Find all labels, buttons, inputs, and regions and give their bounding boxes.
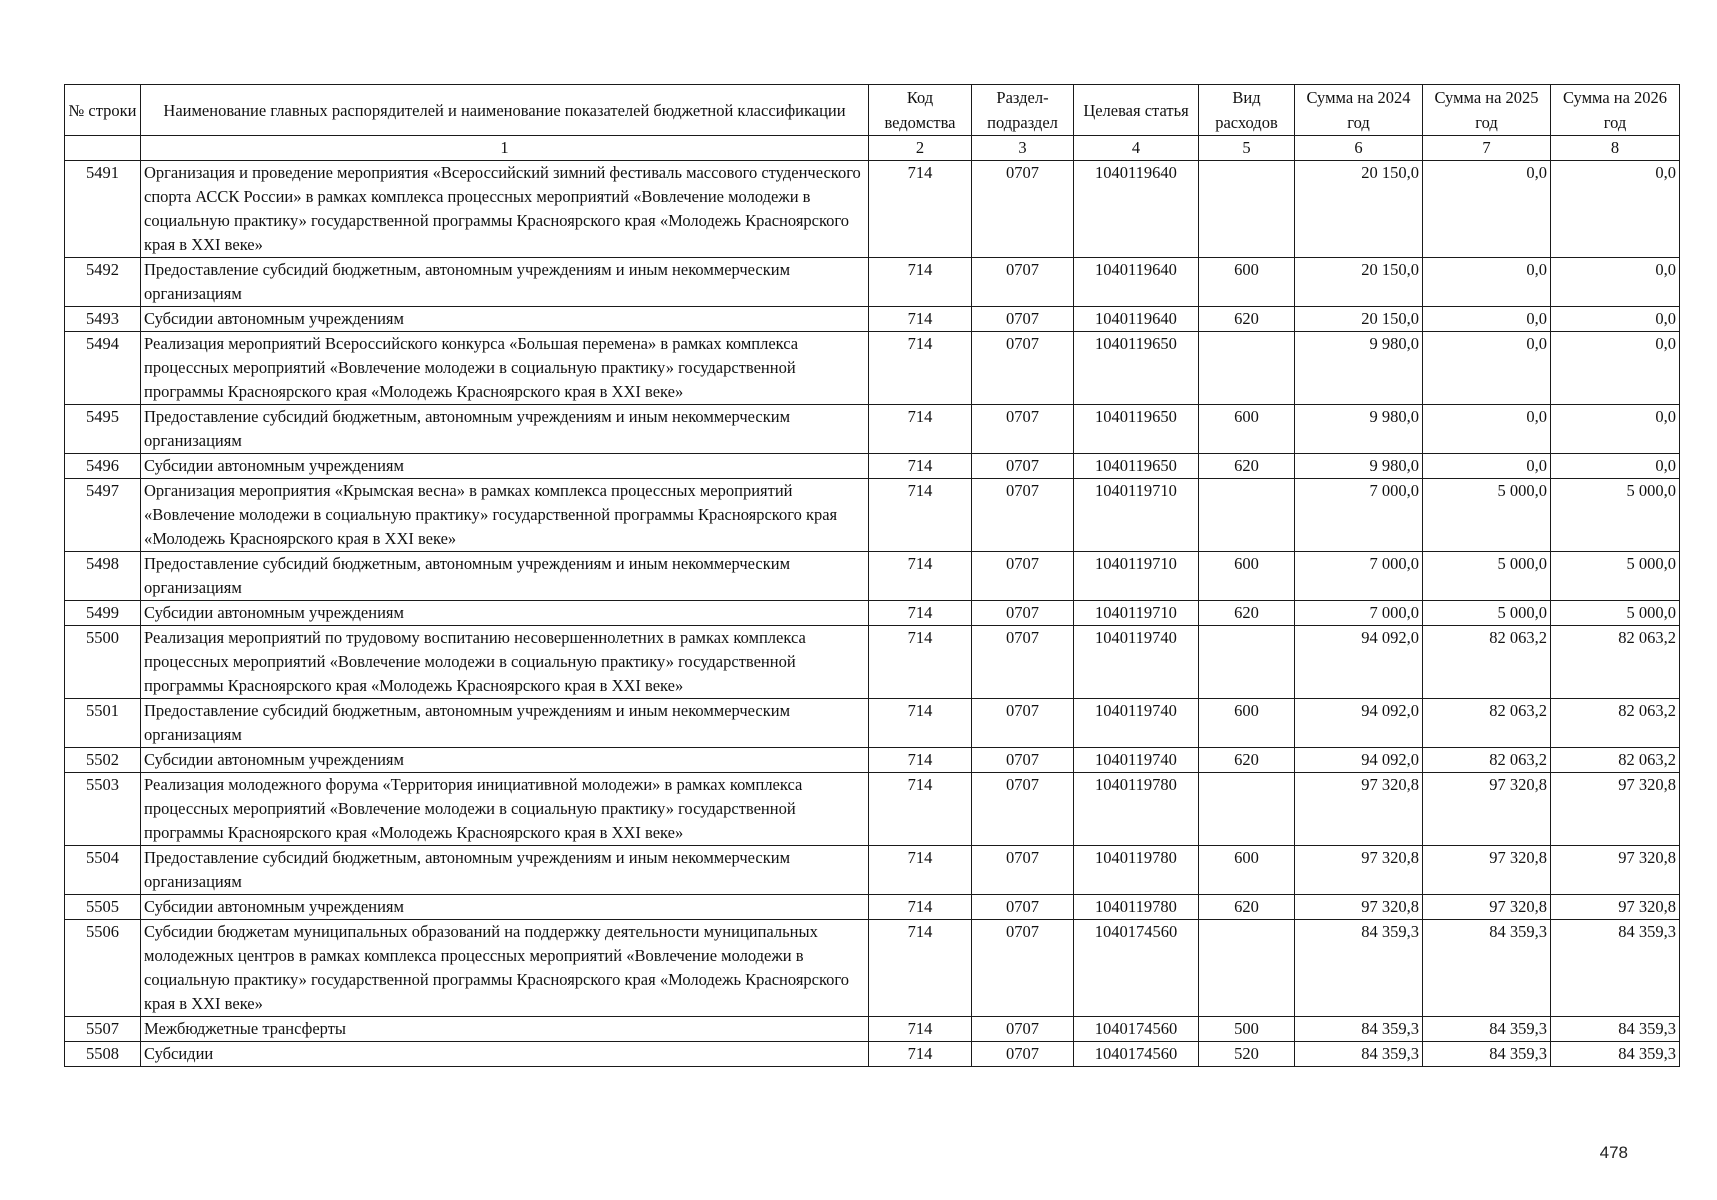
row-sum-2024: 94 092,0 <box>1295 699 1423 748</box>
header-sum-2025: Сумма на 2025 год <box>1423 85 1551 136</box>
row-sum-2025: 84 359,3 <box>1423 1017 1551 1042</box>
row-section: 0707 <box>972 920 1074 1017</box>
row-target-article: 1040119710 <box>1074 552 1199 601</box>
row-section: 0707 <box>972 307 1074 332</box>
row-dept-code: 714 <box>869 920 972 1017</box>
page-number: 478 <box>1599 1143 1628 1162</box>
row-sum-2024: 97 320,8 <box>1295 773 1423 846</box>
row-section: 0707 <box>972 552 1074 601</box>
table-row <box>65 258 1680 307</box>
row-target-article: 1040119780 <box>1074 846 1199 895</box>
row-section: 0707 <box>972 699 1074 748</box>
row-sum-2026: 0,0 <box>1551 332 1680 405</box>
row-expense-type: 600 <box>1199 846 1295 895</box>
row-sum-2024: 7 000,0 <box>1295 552 1423 601</box>
row-name: Субсидии автономным учреждениям <box>141 454 869 479</box>
row-sum-2024: 9 980,0 <box>1295 454 1423 479</box>
row-target-article: 1040119640 <box>1074 307 1199 332</box>
header-sum-2024: Сумма на 2024 год <box>1295 85 1423 136</box>
row-number: 5494 <box>65 332 141 405</box>
column-number: 2 <box>869 136 972 161</box>
row-name: Межбюджетные трансферты <box>141 1017 869 1042</box>
header-row <box>65 85 1680 136</box>
row-section: 0707 <box>972 626 1074 699</box>
row-dept-code: 714 <box>869 773 972 846</box>
row-name: Реализация мероприятий Всероссийского конкурса «Большая перемена» в рамках комплекса процессных мероприятий «Вовлечение молодежи в социальную практику» государственной программы Красноярского края «Молодежь Красноярского края в XXI веке» <box>141 332 869 405</box>
row-sum-2024: 20 150,0 <box>1295 258 1423 307</box>
table-row <box>65 846 1680 895</box>
table-row <box>65 626 1680 699</box>
row-expense-type: 600 <box>1199 552 1295 601</box>
row-name: Предоставление субсидий бюджетным, автономным учреждениям и иным некоммерческим организациям <box>141 258 869 307</box>
row-expense-type: 520 <box>1199 1042 1295 1067</box>
row-sum-2025: 0,0 <box>1423 258 1551 307</box>
table-row <box>65 1042 1680 1067</box>
row-dept-code: 714 <box>869 332 972 405</box>
row-section: 0707 <box>972 332 1074 405</box>
row-section: 0707 <box>972 454 1074 479</box>
row-name: Субсидии <box>141 1042 869 1067</box>
row-dept-code: 714 <box>869 307 972 332</box>
column-number: 3 <box>972 136 1074 161</box>
row-dept-code: 714 <box>869 895 972 920</box>
row-number: 5495 <box>65 405 141 454</box>
row-sum-2026: 0,0 <box>1551 405 1680 454</box>
row-name: Субсидии автономным учреждениям <box>141 601 869 626</box>
row-expense-type: 620 <box>1199 748 1295 773</box>
row-sum-2025: 97 320,8 <box>1423 846 1551 895</box>
row-name: Предоставление субсидий бюджетным, автономным учреждениям и иным некоммерческим организациям <box>141 405 869 454</box>
row-section: 0707 <box>972 1017 1074 1042</box>
header-name: Наименование главных распорядителей и наименование показателей бюджетной классификации <box>141 85 869 136</box>
row-number: 5493 <box>65 307 141 332</box>
table-row <box>65 161 1680 258</box>
row-target-article: 1040119740 <box>1074 699 1199 748</box>
row-dept-code: 714 <box>869 1042 972 1067</box>
row-name: Организация мероприятия «Крымская весна» в рамках комплекса процессных мероприятий «Вовлечение молодежи в социальную практику» государственной программы Красноярского края «Молодежь Красноярского края в XXI веке» <box>141 479 869 552</box>
row-section: 0707 <box>972 161 1074 258</box>
row-number: 5501 <box>65 699 141 748</box>
header-dept-code: Код ведомства <box>869 85 972 136</box>
row-target-article: 1040119740 <box>1074 626 1199 699</box>
header-target: Целевая статья <box>1074 85 1199 136</box>
row-target-article: 1040174560 <box>1074 920 1199 1017</box>
row-sum-2025: 5 000,0 <box>1423 479 1551 552</box>
row-number: 5502 <box>65 748 141 773</box>
row-target-article: 1040119640 <box>1074 258 1199 307</box>
row-section: 0707 <box>972 846 1074 895</box>
row-sum-2025: 97 320,8 <box>1423 773 1551 846</box>
row-sum-2026: 5 000,0 <box>1551 601 1680 626</box>
row-sum-2024: 7 000,0 <box>1295 479 1423 552</box>
row-target-article: 1040119650 <box>1074 454 1199 479</box>
row-sum-2026: 97 320,8 <box>1551 773 1680 846</box>
row-dept-code: 714 <box>869 552 972 601</box>
row-dept-code: 714 <box>869 1017 972 1042</box>
row-number: 5491 <box>65 161 141 258</box>
row-section: 0707 <box>972 773 1074 846</box>
row-target-article: 1040174560 <box>1074 1042 1199 1067</box>
row-number: 5499 <box>65 601 141 626</box>
row-sum-2025: 84 359,3 <box>1423 1042 1551 1067</box>
row-expense-type: 620 <box>1199 307 1295 332</box>
row-dept-code: 714 <box>869 454 972 479</box>
row-number: 5507 <box>65 1017 141 1042</box>
row-target-article: 1040119740 <box>1074 748 1199 773</box>
row-number: 5492 <box>65 258 141 307</box>
row-dept-code: 714 <box>869 699 972 748</box>
row-name: Реализация мероприятий по трудовому воспитанию несовершеннолетних в рамках комплекса процессных мероприятий «Вовлечение молодежи в социальную практику» государственной программы Красноярского края «Молодежь Красноярского края в XXI веке» <box>141 626 869 699</box>
row-name: Предоставление субсидий бюджетным, автономным учреждениям и иным некоммерческим организациям <box>141 552 869 601</box>
row-dept-code: 714 <box>869 258 972 307</box>
row-target-article: 1040119650 <box>1074 405 1199 454</box>
row-sum-2026: 97 320,8 <box>1551 895 1680 920</box>
row-sum-2024: 84 359,3 <box>1295 920 1423 1017</box>
row-number: 5503 <box>65 773 141 846</box>
row-expense-type <box>1199 332 1295 405</box>
row-expense-type: 500 <box>1199 1017 1295 1042</box>
table-row <box>65 307 1680 332</box>
row-sum-2025: 0,0 <box>1423 332 1551 405</box>
row-sum-2025: 97 320,8 <box>1423 895 1551 920</box>
column-number <box>65 136 141 161</box>
row-expense-type: 620 <box>1199 601 1295 626</box>
row-target-article: 1040119650 <box>1074 332 1199 405</box>
row-sum-2026: 0,0 <box>1551 307 1680 332</box>
row-sum-2025: 5 000,0 <box>1423 601 1551 626</box>
column-number: 7 <box>1423 136 1551 161</box>
row-expense-type: 600 <box>1199 258 1295 307</box>
row-section: 0707 <box>972 601 1074 626</box>
row-number: 5500 <box>65 626 141 699</box>
row-name: Субсидии автономным учреждениям <box>141 307 869 332</box>
row-sum-2024: 20 150,0 <box>1295 161 1423 258</box>
column-number: 4 <box>1074 136 1199 161</box>
row-sum-2024: 9 980,0 <box>1295 332 1423 405</box>
row-number: 5508 <box>65 1042 141 1067</box>
table-body <box>65 161 1680 1067</box>
row-target-article: 1040119710 <box>1074 601 1199 626</box>
table-row <box>65 920 1680 1017</box>
table-row <box>65 454 1680 479</box>
header-row-no: № строки <box>65 85 141 136</box>
row-name: Реализация молодежного форума «Территория инициативной молодежи» в рамках комплекса процессных мероприятий «Вовлечение молодежи в социальную практику» государственной программы Красноярского края «Молодежь Красноярского края в XXI веке» <box>141 773 869 846</box>
column-number: 1 <box>141 136 869 161</box>
table-row <box>65 552 1680 601</box>
row-section: 0707 <box>972 405 1074 454</box>
row-expense-type <box>1199 626 1295 699</box>
header-expense-type: Вид расходов <box>1199 85 1295 136</box>
row-expense-type: 600 <box>1199 405 1295 454</box>
row-sum-2024: 84 359,3 <box>1295 1042 1423 1067</box>
row-expense-type: 600 <box>1199 699 1295 748</box>
row-expense-type: 620 <box>1199 454 1295 479</box>
row-name: Предоставление субсидий бюджетным, автономным учреждениям и иным некоммерческим организациям <box>141 846 869 895</box>
column-number: 6 <box>1295 136 1423 161</box>
row-number: 5506 <box>65 920 141 1017</box>
row-name: Предоставление субсидий бюджетным, автономным учреждениям и иным некоммерческим организациям <box>141 699 869 748</box>
row-number: 5497 <box>65 479 141 552</box>
row-sum-2026: 84 359,3 <box>1551 1017 1680 1042</box>
row-sum-2026: 84 359,3 <box>1551 1042 1680 1067</box>
row-dept-code: 714 <box>869 479 972 552</box>
row-expense-type <box>1199 161 1295 258</box>
row-expense-type <box>1199 773 1295 846</box>
header-section: Раздел-подраздел <box>972 85 1074 136</box>
row-sum-2026: 0,0 <box>1551 454 1680 479</box>
row-sum-2024: 9 980,0 <box>1295 405 1423 454</box>
row-section: 0707 <box>972 895 1074 920</box>
row-sum-2025: 84 359,3 <box>1423 920 1551 1017</box>
row-sum-2026: 82 063,2 <box>1551 699 1680 748</box>
row-sum-2026: 97 320,8 <box>1551 846 1680 895</box>
row-target-article: 1040119640 <box>1074 161 1199 258</box>
row-dept-code: 714 <box>869 626 972 699</box>
row-section: 0707 <box>972 258 1074 307</box>
column-number: 5 <box>1199 136 1295 161</box>
budget-table <box>64 84 1680 1067</box>
row-sum-2024: 94 092,0 <box>1295 748 1423 773</box>
row-section: 0707 <box>972 479 1074 552</box>
row-dept-code: 714 <box>869 601 972 626</box>
row-sum-2025: 0,0 <box>1423 161 1551 258</box>
table-header <box>65 85 1680 161</box>
row-sum-2025: 0,0 <box>1423 307 1551 332</box>
column-number-row <box>65 136 1680 161</box>
table-row <box>65 895 1680 920</box>
row-name: Субсидии бюджетам муниципальных образований на поддержку деятельности муниципальных молодежных центров в рамках комплекса процессных мероприятий «Вовлечение молодежи в социальную практику» государственной программы Красноярского края «Молодежь Красноярского края в XXI веке» <box>141 920 869 1017</box>
table-row <box>65 773 1680 846</box>
row-sum-2026: 5 000,0 <box>1551 479 1680 552</box>
row-sum-2024: 97 320,8 <box>1295 846 1423 895</box>
table-row <box>65 748 1680 773</box>
row-sum-2026: 82 063,2 <box>1551 748 1680 773</box>
row-sum-2024: 84 359,3 <box>1295 1017 1423 1042</box>
row-expense-type: 620 <box>1199 895 1295 920</box>
row-expense-type <box>1199 479 1295 552</box>
row-sum-2024: 97 320,8 <box>1295 895 1423 920</box>
row-name: Субсидии автономным учреждениям <box>141 748 869 773</box>
table-row <box>65 699 1680 748</box>
row-target-article: 1040119780 <box>1074 895 1199 920</box>
row-sum-2024: 94 092,0 <box>1295 626 1423 699</box>
row-section: 0707 <box>972 1042 1074 1067</box>
row-number: 5496 <box>65 454 141 479</box>
table-row <box>65 479 1680 552</box>
row-number: 5504 <box>65 846 141 895</box>
table-row <box>65 1017 1680 1042</box>
row-sum-2025: 82 063,2 <box>1423 748 1551 773</box>
row-dept-code: 714 <box>869 405 972 454</box>
row-dept-code: 714 <box>869 846 972 895</box>
row-sum-2025: 82 063,2 <box>1423 626 1551 699</box>
table-row <box>65 332 1680 405</box>
row-name: Субсидии автономным учреждениям <box>141 895 869 920</box>
column-number: 8 <box>1551 136 1680 161</box>
table-row <box>65 405 1680 454</box>
header-sum-2026: Сумма на 2026 год <box>1551 85 1680 136</box>
row-target-article: 1040174560 <box>1074 1017 1199 1042</box>
row-target-article: 1040119780 <box>1074 773 1199 846</box>
row-number: 5505 <box>65 895 141 920</box>
row-sum-2025: 0,0 <box>1423 454 1551 479</box>
row-sum-2024: 7 000,0 <box>1295 601 1423 626</box>
row-number: 5498 <box>65 552 141 601</box>
row-sum-2024: 20 150,0 <box>1295 307 1423 332</box>
row-dept-code: 714 <box>869 748 972 773</box>
row-name: Организация и проведение мероприятия «Всероссийский зимний фестиваль массового студенческого спорта АССК России» в рамках комплекса процессных мероприятий «Вовлечение молодежи в социальную практику» государственной программы Красноярского края «Молодежь Красноярского края в XXI веке» <box>141 161 869 258</box>
row-dept-code: 714 <box>869 161 972 258</box>
row-sum-2026: 0,0 <box>1551 258 1680 307</box>
row-section: 0707 <box>972 748 1074 773</box>
row-sum-2026: 5 000,0 <box>1551 552 1680 601</box>
budget-table-container <box>64 84 1680 1067</box>
row-sum-2026: 84 359,3 <box>1551 920 1680 1017</box>
row-sum-2025: 5 000,0 <box>1423 552 1551 601</box>
row-expense-type <box>1199 920 1295 1017</box>
row-sum-2026: 0,0 <box>1551 161 1680 258</box>
row-target-article: 1040119710 <box>1074 479 1199 552</box>
row-sum-2026: 82 063,2 <box>1551 626 1680 699</box>
row-sum-2025: 0,0 <box>1423 405 1551 454</box>
table-row <box>65 601 1680 626</box>
row-sum-2025: 82 063,2 <box>1423 699 1551 748</box>
